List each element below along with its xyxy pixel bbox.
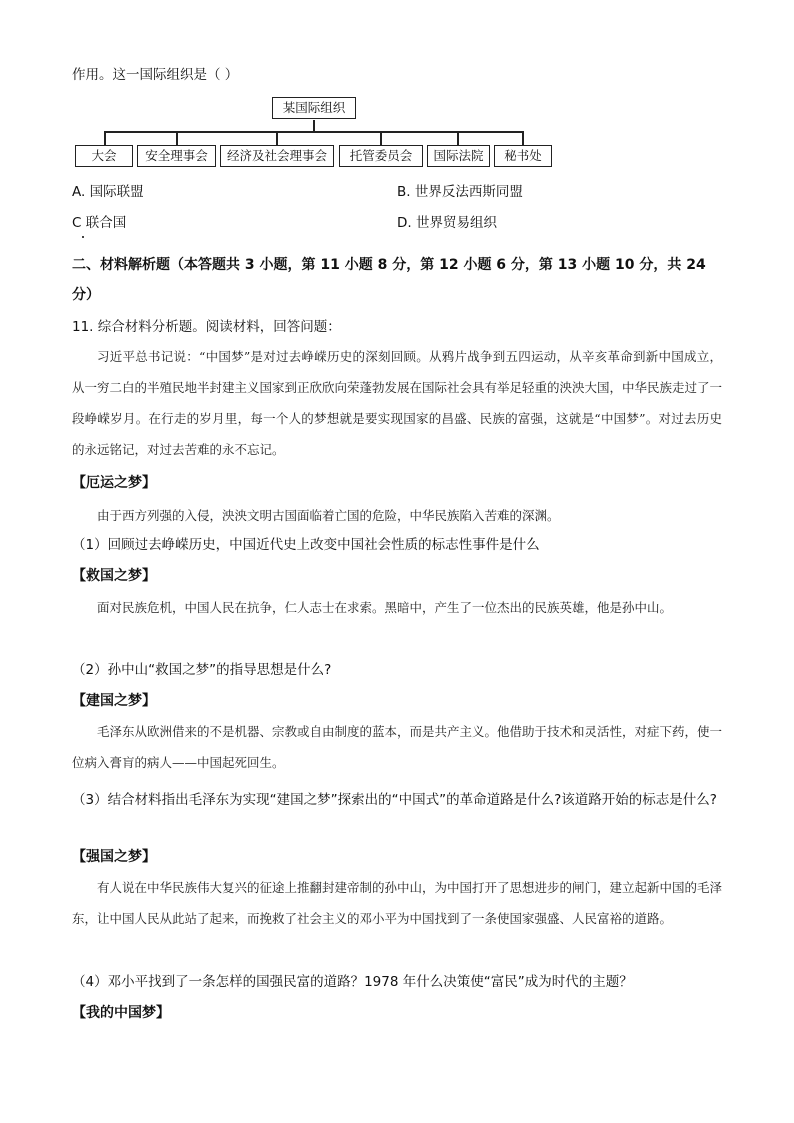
material-paragraph: 毛泽东从欧洲借来的不是机器、宗教或自由制度的蓝本，而是共产主义。他借助于技术和灵活性，对症下药，使一位病入膏肓的病人——中国起死回生。 <box>72 724 723 770</box>
org-connector <box>104 131 522 133</box>
option-a: A. 国际联盟 <box>72 184 144 200</box>
section-heading: 【建国之梦】 <box>72 693 156 709</box>
org-connector <box>522 131 524 145</box>
org-connector <box>313 120 315 131</box>
question-text: （1）回顾过去峥嵘历史，中国近代史上改变中国社会性质的标志性事件是什么 <box>72 537 540 553</box>
org-connector <box>276 131 278 145</box>
material-paragraph: 面对民族危机，中国人民在抗争，仁人志士在求索。黑暗中，产生了一位杰出的民族英雄，他是孙中山。 <box>97 600 673 615</box>
material-paragraph: 由于西方列强的入侵，泱泱文明古国面临着亡国的危险，中华民族陷入苦难的深渊。 <box>97 508 560 523</box>
org-connector <box>457 131 459 145</box>
org-connector <box>176 131 178 145</box>
question-text: （3）结合材料指出毛泽东为实现“建国之梦”探索出的“中国式”的革命道路是什么?该道路开始的标志是什么? <box>72 792 717 808</box>
question-stem-fragment: 作用。这一国际组织是（ ） <box>72 67 239 83</box>
section-heading: 【厄运之梦】 <box>72 475 156 491</box>
section-heading: 【救国之梦】 <box>72 568 156 584</box>
option-b: B. 世界反法西斯同盟 <box>397 184 523 200</box>
material-paragraph: 习近平总书记说：“中国梦”是对过去峥嵘历史的深刻回顾。从鸦片战争到五四运动，从辛亥革命到新中国成立，从一穷二白的半殖民地半封建主义国家到正欣欣向荣蓬勃发展在国际社会具有举足轻重的泱泱大国，中华民族走过了一段峥嵘岁月。在行走的岁月里，每一个人的梦想就是要实现国家的昌盛、民族的富强，这就是“中国梦”。对过去历史的永远铭记，对过去苦难的永不忘记。 <box>72 349 723 457</box>
option-d: D. 世界贸易组织 <box>397 215 497 231</box>
question-text: （2）孙中山“救国之梦”的指导思想是什么? <box>72 662 332 678</box>
org-child-box: 大会 <box>75 145 133 167</box>
stray-dot <box>82 236 84 238</box>
org-child-box: 国际法院 <box>427 145 490 167</box>
org-child-box: 秘书处 <box>494 145 552 167</box>
section-heading: 【我的中国梦】 <box>72 1005 170 1021</box>
option-c: C 联合国 <box>72 215 127 231</box>
org-child-box: 托管委员会 <box>339 145 423 167</box>
org-child-box: 经济及社会理事会 <box>220 145 334 167</box>
org-connector <box>104 131 106 145</box>
question-text: （4）邓小平找到了一条怎样的国强民富的道路？1978 年什么决策使“富民”成为时代的主题？ <box>72 974 633 990</box>
question-intro: 11. 综合材料分析题。阅读材料，回答问题： <box>72 319 341 335</box>
material-paragraph: 有人说在中华民族伟大复兴的征途上推翻封建帝制的孙中山，为中国打开了思想进步的闸门，建立起新中国的毛泽东，让中国人民从此站了起来，而挽救了社会主义的邓小平为中国找到了一条使国家强盛、人民富裕的道路。 <box>72 880 723 926</box>
org-child-box: 安全理事会 <box>137 145 216 167</box>
org-root-box: 某国际组织 <box>272 97 356 119</box>
section-heading: 【强国之梦】 <box>72 849 156 865</box>
org-connector <box>380 131 382 145</box>
section-title: 二、材料解析题（本答题共 3 小题，第 11 小题 8 分，第 12 小题 6 分，第 13 小题 10 分，共 24 分） <box>72 257 706 303</box>
